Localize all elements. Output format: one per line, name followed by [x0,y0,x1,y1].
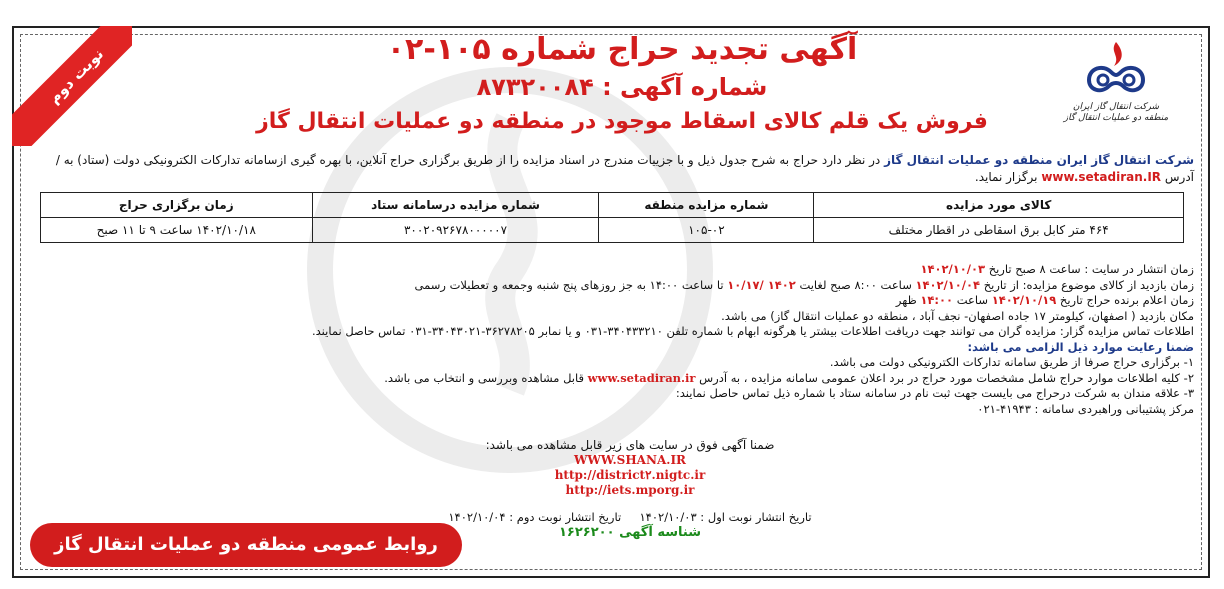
table-row [41,218,1184,243]
visit-hours-text: تا ساعت ۱۴:۰۰ به جز روزهای پنج شنبه وجمعه و تعطیلات رسمی [414,277,724,292]
publish-time-label: زمان انتشار در سایت : ساعت ۸ صبح تاریخ [988,262,1194,276]
shana-link[interactable]: WWW.SHANA.IR [573,453,687,467]
logo-caption-2: منطقه دو عملیات انتقال گاز [1063,113,1169,123]
col-header-setad-no: شماره مزایده درسامانه ستاد [312,193,599,218]
requirement-2-tail: قابل مشاهده وبررسی و انتخاب می باشد. [384,370,584,385]
first-publication: تاریخ انتشار نوبت اول : ۱۴۰۲/۱۰/۰۳ [639,510,812,524]
page-title: آگهی تجدید حراج شماره ۱۰۵-۰۲ [386,32,858,67]
visit-time-line [30,278,1194,294]
requirement-2 [30,371,1194,387]
col-header-item: کالای مورد مزایده [814,193,1184,218]
winner-hour: ۱۴:۰۰ [920,293,954,307]
notice-number: شماره آگهی : ۸۷۳۲۰۰۸۴ [476,73,768,101]
winner-label: زمان اعلام برنده حراج تاریخ [1059,293,1194,307]
second-publication-ribbon [12,26,132,146]
intro-text-2: برگزار نماید. [974,170,1038,184]
intro-paragraph [30,152,1194,186]
auction-table [40,192,1184,243]
public-relations-banner: روابط عمومی منطقه دو عملیات انتقال گاز [30,523,462,567]
requirement-3: ۳- علاقه مندان به شرکت درحراج می بایست جهت ثبت نام در سامانه ستاد با شماره ذیل تماس حاصل نمایند: [675,386,1194,400]
winner-hour-label: ساعت [956,293,989,307]
ribbon-label: نوبت دوم [12,26,132,146]
notice-id: شناسه آگهی ۱۶۲۶۲۰۰ [559,525,701,540]
second-publication: تاریخ انتشار نوبت دوم : ۱۴۰۲/۱۰/۰۴ [448,510,622,524]
col-header-region-no: شماره مزایده منطقه [599,193,814,218]
organization-name: شرکت انتقال گاز ایران منطقه دو عملیات انتقال گاز [884,153,1194,167]
sites-block [400,438,860,498]
intro-text-1: در نظر دارد حراج به شرح جدول ذیل و با جزییات مندرج در اسناد مزایده را از طریق برگزاری حراج آنلاین، با بهره گیری ازسامانه تدارکات الکترونیکی دولت (ستاد) به /آدرس [55,153,1194,184]
cell-item: ۴۶۴ متر کابل برق اسقاطی در اقطار مختلف [814,218,1184,243]
iets-link[interactable]: http://iets.mporg.ir [565,483,695,497]
details-block [30,262,1194,417]
cell-region-no: ۱۰۵-۰۲ [599,218,814,243]
cell-time: ۱۴۰۲/۱۰/۱۸ ساعت ۹ تا ۱۱ صبح [41,218,313,243]
winner-date: ۱۴۰۲/۱۰/۱۹ [991,293,1057,307]
setadiran-link[interactable]: www.setadiran.ir [587,370,696,385]
publish-time-line [30,262,1194,278]
company-logo [1056,38,1176,138]
col-header-time: زمان برگزاری حراج [41,193,313,218]
visit-time-label: زمان بازدید از کالای موضوع مزایده: از تاریخ [983,277,1194,292]
sites-intro: ضمنا آگهی فوق در سایت های زیر قابل مشاهده می باشد: [485,438,775,452]
winner-noon: ظهر [895,293,917,307]
logo-caption-1: شرکت انتقال گاز ایران [1072,102,1160,112]
requirements-heading: ضمنا رعایت موارد ذیل الزامی می باشد: [967,339,1194,354]
visit-time-text: ساعت ۸:۰۰ صبح لغایت [799,277,912,292]
requirement-2-text: ۲- کلیه اطلاعات موارد حراج شامل مشخصات مورد حراج در برد اعلان عمومی سامانه مزایده ، به آدرس [699,370,1194,385]
publish-date: ۱۴۰۲/۱۰/۰۳ [920,262,986,276]
visit-end-date: ۱۴۰۲ /۱۰/۱۷ [727,277,796,292]
district2-link[interactable]: http://district۲.nigtc.ir [554,468,706,482]
table-header-row [41,193,1184,218]
support-center: مرکز پشتیبانی وراهبردی سامانه : ۴۱۹۴۳-۰۲۱ [977,401,1194,416]
flame-logo-icon [1081,38,1151,98]
contact-info: اطلاعات تماس مزایده گزار: مزایده گران می توانند جهت دریافت اطلاعات بیشتر یا هرگونه ابهام با شماره تلفن ۳۴۰۴۳۳۲۱۰-۰۳۱ و یا نمابر ۳۶۲۷۸۲۰۵-۳۴۰۴۳۰۲۱-۰۳۱ تماس حاصل نمایند. [311,324,1194,338]
visit-start-date: ۱۴۰۲/۱۰/۰۴ [915,277,981,292]
requirement-1: ۱- برگزاری حراج صرفا از طریق سامانه تدارکات الکترونیکی دولت می باشد. [829,355,1194,369]
winner-time-line [30,293,1194,309]
cell-setad-no: ۳۰۰۲۰۹۲۶۷۸۰۰۰۰۰۷ [312,218,599,243]
setad-link[interactable]: www.setadiran.IR [1041,170,1162,184]
visit-location: مکان بازدید ( اصفهان، کیلومتر ۱۷ جاده اصفهان- نجف آباد ، منطقه دو عملیات انتقال گاز) می باشد. [721,308,1194,323]
page-subtitle: فروش یک قلم کالای اسقاط موجود در منطقه دو عملیات انتقال گاز [256,109,988,134]
